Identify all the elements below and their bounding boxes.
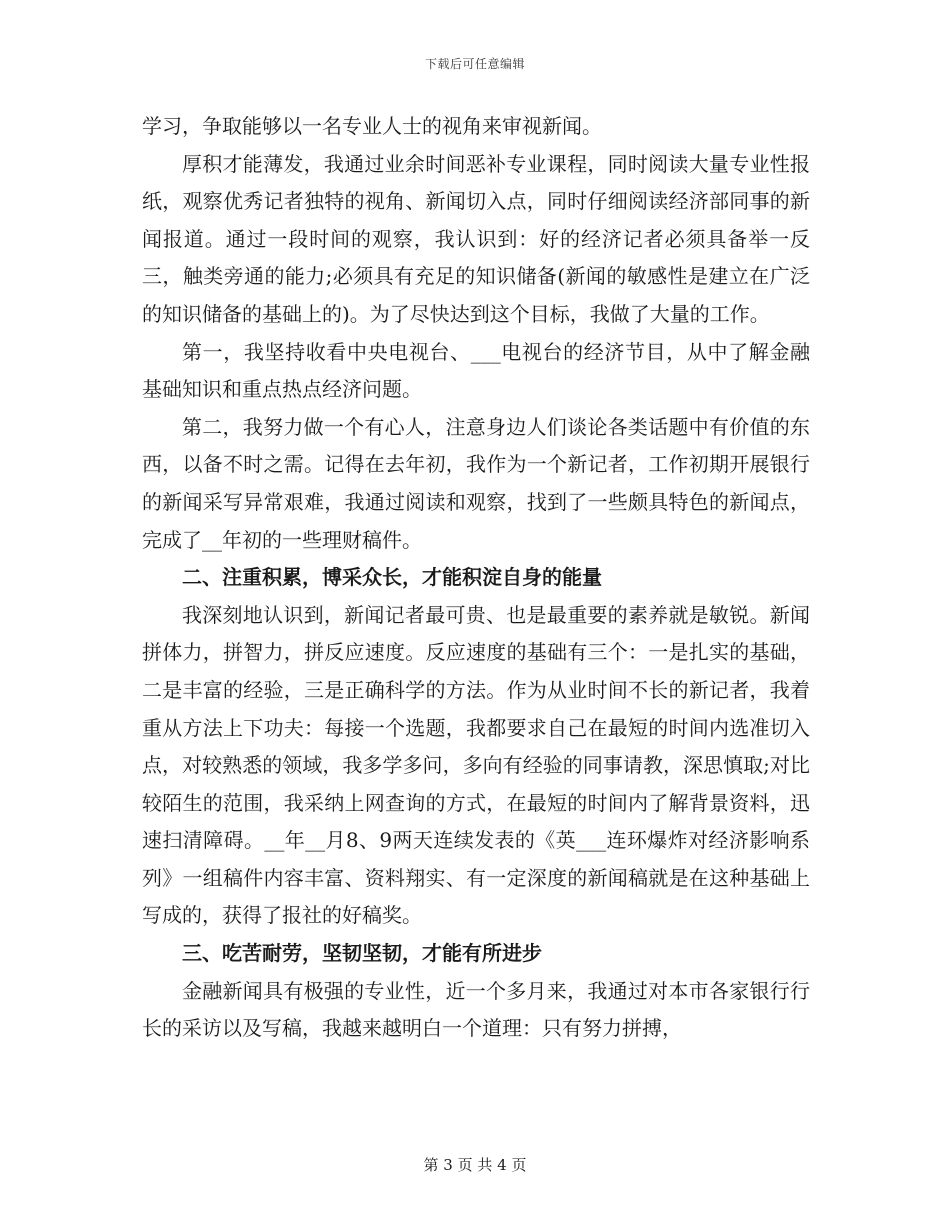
paragraph-4: 第二，我努力做一个有心人，注意身边人们谈论各类话题中有价值的东西，以备不时之需。记得在去年初，我作为一个新记者，工作初期开展银行的新闻采写异常艰难，我通过阅读和观察，找到了一些颇具特色的新闻点，完成了__年初的一些理财稿件。 [142,414,810,552]
section-heading-2: 二、注重积累，博采众长，才能积淀自身的能量 [182,565,602,590]
page-footer: 第 3 页 共 4 页 [423,1156,527,1174]
paragraph-1: 学习，争取能够以一名专业人士的视角来审视新闻。 [142,114,602,138]
paragraph-3: 第一，我坚持收看中央电视台、___电视台的经济节目，从中了解金融基础知识和重点热点经济问题。 [142,339,810,402]
page-header: 下载后可任意编辑 [424,57,525,71]
paragraph-2: 厚积才能薄发，我通过业余时间恶补专业课程，同时阅读大量专业性报纸，观察优秀记者独特的视角、新闻切入点，同时仔细阅读经济部同事的新闻报道。通过一段时间的观察，我认识到：好的经济记者必须具备举一反三，触类旁通的能力;必须具有充足的知识储备(新闻的敏感性是建立在广泛的知识储备的基础上的)。为了尽快达到这个目标，我做了大量的工作。 [142,151,810,326]
paragraph-6: 金融新闻具有极强的专业性，近一个多月来，我通过对本市各家银行行长的采访以及写稿，我越来越明白一个道理：只有努力拼搏， [142,978,810,1041]
section-heading-3: 三、吃苦耐劳，坚韧坚韧，才能有所进步 [182,941,542,966]
document-body [142,108,810,1048]
paragraph-5: 我深刻地认识到，新闻记者最可贵、也是最重要的素养就是敏锐。新闻拼体力，拼智力，拼反应速度。反应速度的基础有三个：一是扎实的基础，二是丰富的经验，三是正确科学的方法。作为从业时间不长的新记者，我着重从方法上下功夫：每接一个选题，我都要求自己在最短的时间内选准切入点，对较熟悉的领域，我多学多问，多向有经验的同事请教，深思慎取;对比较陌生的范围，我采纳上网查询的方式，在最短的时间内了解背景资料，迅速扫清障碍。__年__月8、9两天连续发表的《英___连环爆炸对经济影响系列》一组稿件内容丰富、资料翔实、有一定深度的新闻稿就是在这种基础上写成的，获得了报社的好稿奖。 [142,602,810,928]
